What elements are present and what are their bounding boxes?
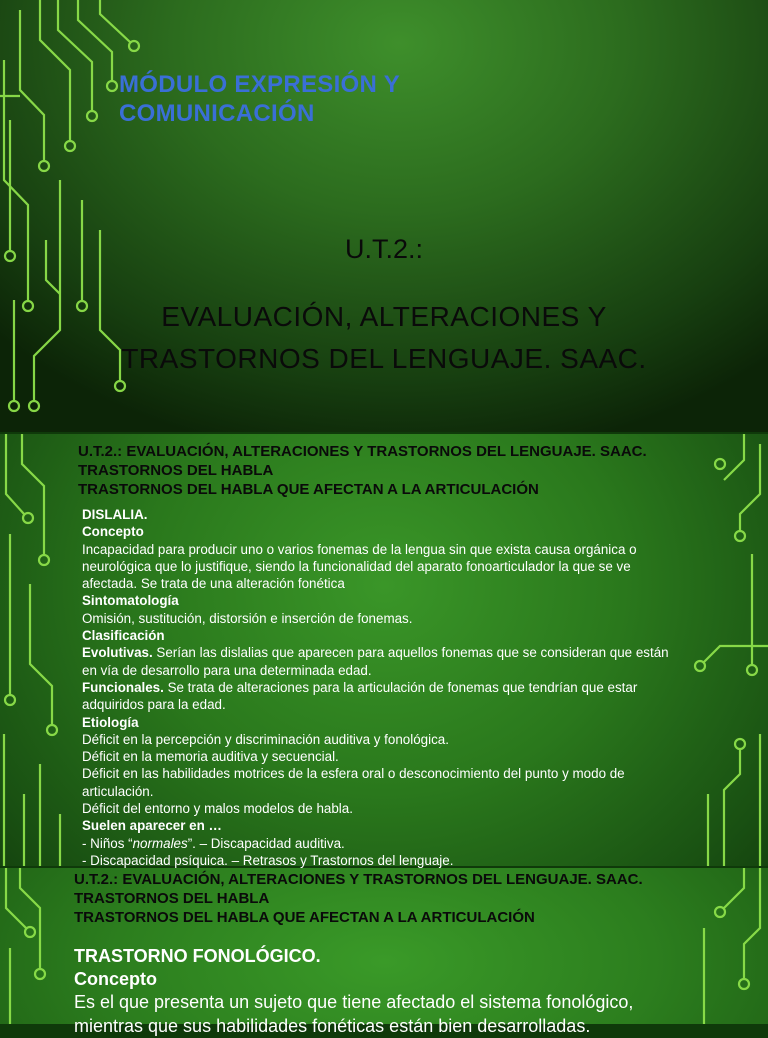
slide-body [82, 506, 682, 869]
header-subsection: TRASTORNOS DEL HABLA QUE AFECTAN A LA ARTICULACIÓN [78, 481, 539, 498]
ninos-emphasis: normales [132, 835, 188, 851]
evolutivas-item [82, 644, 682, 679]
concepto-text: Es el que presenta un sujeto que tiene afectado el sistema fonológico, mientras que sus habilidades fonéticas están bien desarrolladas. [74, 992, 634, 1036]
evolutivas-label: Evolutivas. [82, 645, 153, 661]
slide-title-text [60, 296, 708, 380]
header-subsection: TRASTORNOS DEL HABLA QUE AFECTAN A LA ARTICULACIÓN [74, 909, 535, 926]
etiologia-item: Déficit en la memoria auditiva y secuencial. [82, 749, 339, 765]
slide-title [0, 0, 768, 432]
etiologia-item: Déficit en las habilidades motrices de la esfera oral o desconocimiento del punto y modo de articulación. [82, 766, 625, 799]
module-title: MÓDULO EXPRESIÓN Y COMUNICACIÓN [119, 71, 400, 127]
ninos-item [82, 835, 682, 852]
concepto-heading: Concepto [74, 969, 157, 989]
header-section: TRASTORNOS DEL HABLA [74, 890, 270, 907]
title-line-2: TRASTORNOS DEL LENGUAJE. SAAC. [121, 343, 647, 374]
slide-header [78, 442, 647, 499]
evolutivas-text: Serían las dislalias que aparecen para aquellos fonemas que se consideran que están en vía de desarrollo para una determinada edad. [82, 645, 669, 678]
etiologia-item: Déficit del entorno y malos modelos de habla. [82, 801, 353, 817]
funcionales-item [82, 679, 682, 714]
concepto-heading: Concepto [82, 524, 144, 540]
header-unit: U.T.2.: EVALUACIÓN, ALTERACIONES Y TRASTORNOS DEL LENGUAJE. SAAC. [74, 871, 643, 888]
funcionales-label: Funcionales. [82, 679, 164, 695]
sintomatologia-heading: Sintomatología [82, 593, 179, 609]
discapacidad-item: - Discapacidad psíquica. – Retrasos y Trastornos del lenguaje. [82, 852, 454, 868]
etiologia-item: Déficit en la percepción y discriminación auditiva y fonológica. [82, 731, 449, 747]
sintomatologia-text: Omisión, sustitución, distorsión e inserción de fonemas. [82, 610, 413, 626]
topic-title: TRASTORNO FONOLÓGICO. [74, 946, 321, 966]
title-line-1: EVALUACIÓN, ALTERACIONES Y [161, 301, 607, 332]
header-unit: U.T.2.: EVALUACIÓN, ALTERACIONES Y TRASTORNOS DEL LENGUAJE. SAAC. [78, 443, 647, 460]
ninos-suffix: ”. – Discapacidad auditiva. [187, 835, 345, 851]
ninos-prefix: - Niños “ [82, 835, 133, 851]
header-section: TRASTORNOS DEL HABLA [78, 462, 274, 479]
slide-trastorno-fonologico [0, 868, 768, 1036]
slide-dislalia [0, 434, 768, 866]
slide-header [74, 870, 643, 927]
unit-label: U.T.2.: [344, 234, 424, 264]
funcionales-text: Se trata de alteraciones para la articulación de fonemas que tendrían que estar adquiridos para la edad. [82, 679, 638, 713]
suelen-heading: Suelen aparecer en … [82, 818, 222, 834]
concepto-text: Incapacidad para producir uno o varios fonemas de la lengua sin que exista causa orgánica o neurológica que lo justifique, siendo la funcionalidad del aparato fonoarticulador la que se ve afectada. Se trata de una alteración fonética [82, 541, 637, 592]
clasificacion-heading: Clasificación [82, 628, 165, 644]
topic-title: DISLALIA. [82, 507, 148, 522]
slide-body [74, 946, 694, 1038]
etiologia-heading: Etiología [82, 714, 139, 730]
